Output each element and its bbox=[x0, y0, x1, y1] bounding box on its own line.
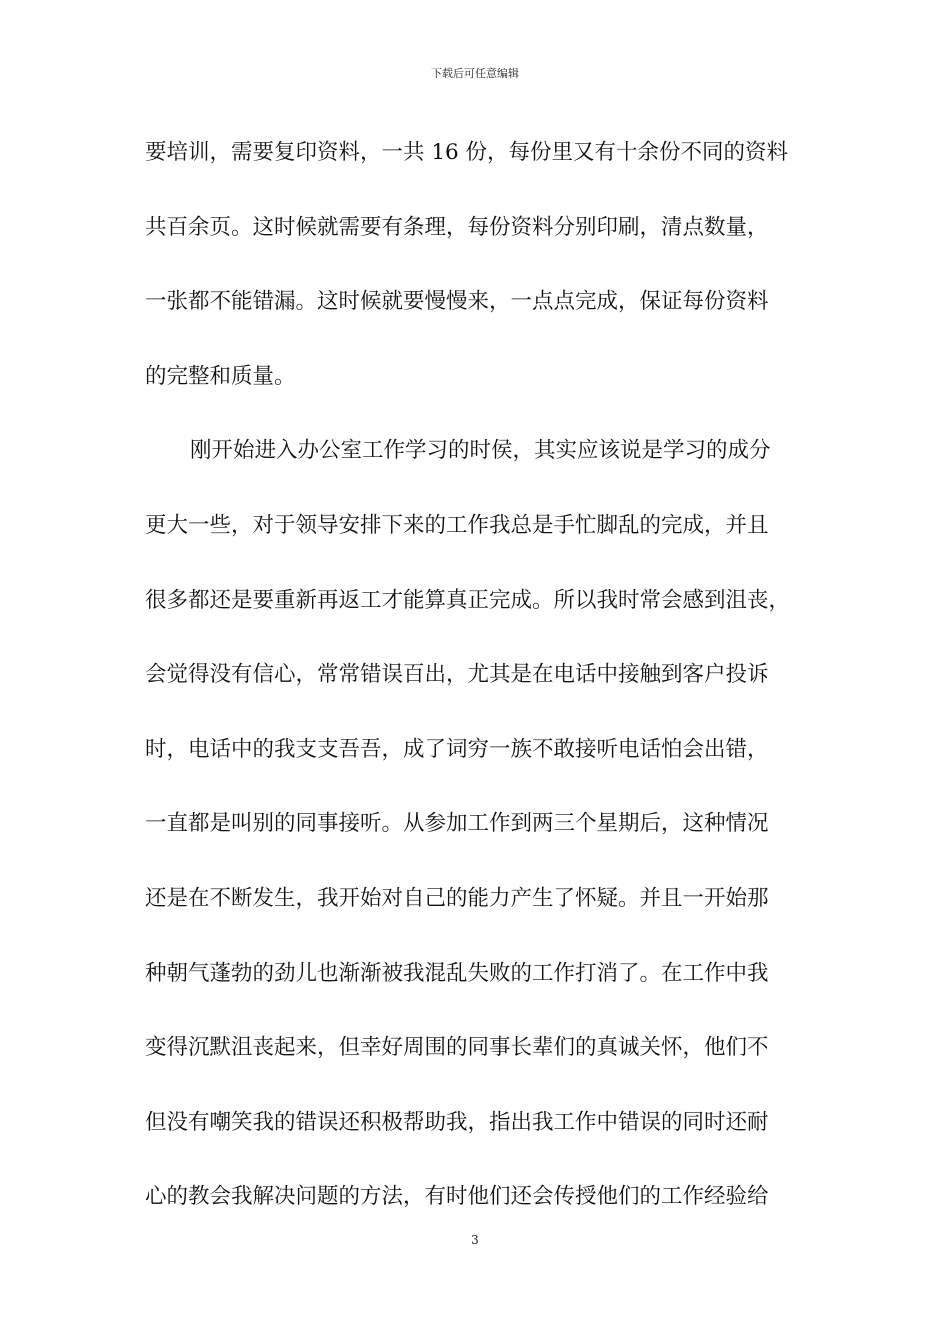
text-line: 的完整和质量。 bbox=[145, 363, 296, 389]
page-number: 3 bbox=[471, 1233, 479, 1247]
text-line: 会觉得没有信心，常常错误百出，尤其是在电话中接触到客户投诉 bbox=[145, 662, 769, 688]
text-line: 一张都不能错漏。这时候就要慢慢来，一点点完成，保证每份资料 bbox=[145, 289, 769, 315]
text-line: 要培训，需要复印资料，一共 16 份，每份里又有十余份不同的资料 bbox=[145, 140, 789, 165]
text-line: 但没有嘲笑我的错误还积极帮助我，指出我工作中错误的同时还耐 bbox=[145, 1109, 769, 1135]
text-line: 更大一些，对于领导安排下来的工作我总是手忙脚乱的完成，并且 bbox=[145, 512, 769, 538]
text-line: 心的教会我解决问题的方法，有时他们还会传授他们的工作经验给 bbox=[145, 1184, 769, 1210]
text-line: 一直都是叫别的同事接听。从参加工作到两三个星期后，这种情况 bbox=[145, 811, 769, 837]
text-line: 还是在不断发生，我开始对自己的能力产生了怀疑。并且一开始那 bbox=[145, 885, 769, 911]
paragraph-first-line: 刚开始进入办公室工作学习的时侯，其实应该说是学习的成分 bbox=[190, 438, 771, 464]
text-line: 种朝气蓬勃的劲儿也渐渐被我混乱失败的工作打消了。在工作中我 bbox=[145, 960, 769, 986]
text-line: 共百余页。这时候就需要有条理，每份资料分别印刷，清点数量， bbox=[145, 214, 769, 240]
text-line: 很多都还是要重新再返工才能算真正完成。所以我时常会感到沮丧， bbox=[145, 587, 791, 613]
page-header: 下载后可任意编辑 bbox=[431, 67, 519, 80]
text-line: 变得沉默沮丧起来，但幸好周围的同事长辈们的真诚关怀，他们不 bbox=[145, 1035, 769, 1061]
body-text bbox=[145, 133, 815, 1252]
text-line: 时，电话中的我支支吾吾，成了词穷一族不敢接听电话怕会出错， bbox=[145, 736, 769, 762]
